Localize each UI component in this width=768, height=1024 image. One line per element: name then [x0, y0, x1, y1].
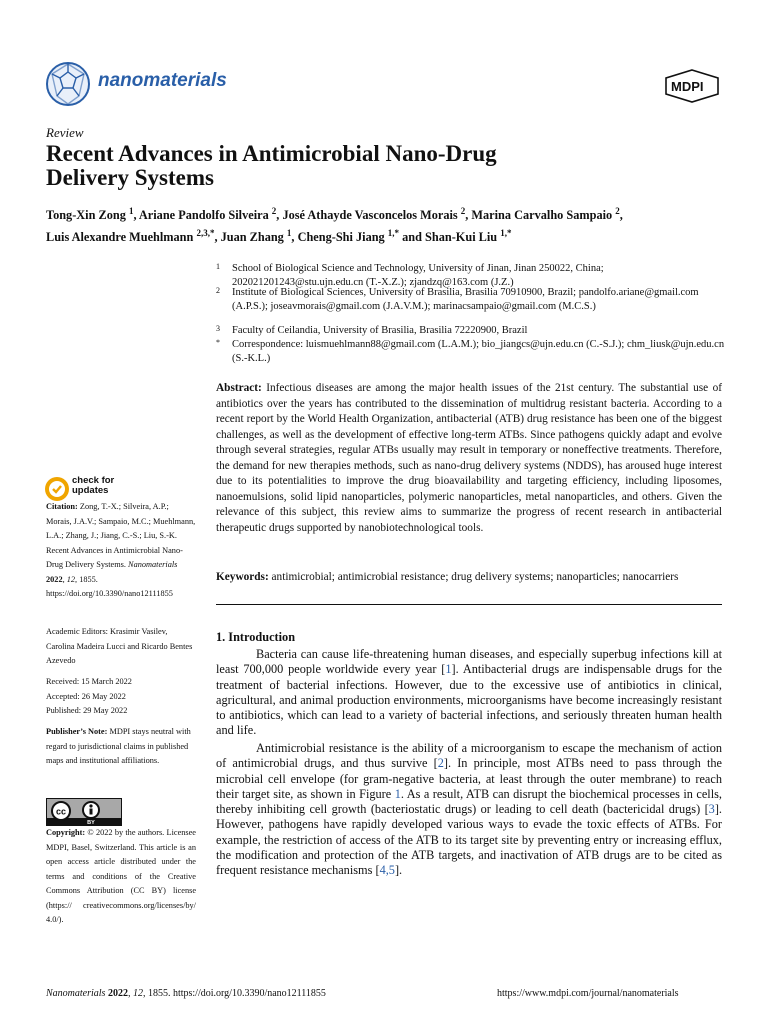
author[interactable]: Ariane Pandolfo Silveira — [138, 208, 269, 223]
check-line-2: updates — [72, 485, 109, 496]
citation-volume: , 12 — [62, 574, 76, 584]
footer-journal: Nanomaterials — [46, 988, 106, 999]
para-text: Antimicrobial resistance is the ability of a microorganism to escape the mechanism of action of antimicrobial drugs, and thus survive [ — [216, 741, 722, 771]
note-text: MDPI stays neutral with regard to jurisdictional claims in published maps and institutional affiliations. — [46, 727, 191, 765]
cc-by-icon — [47, 799, 121, 825]
check-line-1: check for — [72, 475, 115, 486]
citation-link[interactable]: 4,5 — [379, 863, 395, 878]
author[interactable]: Shan-Kui Liu — [425, 230, 498, 245]
published-date: Published: 29 May 2022 — [46, 706, 128, 715]
citation-label: Citation: — [46, 502, 78, 511]
publisher-name: MDPI — [671, 79, 704, 94]
keywords — [216, 570, 722, 586]
author-affiliation-mark: 2 — [615, 206, 620, 216]
footer-volume: , 12 — [127, 988, 143, 999]
author[interactable]: José Athayde Vasconcelos Morais — [282, 208, 458, 223]
cc-by-label: BY — [87, 820, 95, 825]
intro-paragraph-1 — [216, 647, 722, 739]
citation-link[interactable]: 3 — [708, 802, 715, 817]
author-affiliation-mark: 2 — [271, 206, 277, 216]
citation-journal: Nanomaterials — [128, 560, 178, 569]
footer-year: 2022 — [105, 988, 128, 999]
citation-block — [46, 500, 196, 602]
para-text: ]. However, pathogens have rapidly developed various ways to evade the toxic effects of ATBs. For example, the restriction of access of the ATB to its target site by preventing entry or increasing efflux, the modification and protection of the ATB targets, and inactivation of ATB drugs are to be cited as frequent resistance mechanisms [ — [216, 802, 722, 878]
affiliation-number: * — [216, 338, 220, 347]
author-line-1: Tong-Xin Zong $^1$, Ariane Pandolfo Silveira $^2$, José Athayde Vasconcelos Morais $^2$, Marina Carvalho Sampaio $^2$, — [46, 206, 623, 223]
citation-link[interactable]: 2 — [437, 756, 444, 771]
cc-license-badge[interactable] — [46, 798, 122, 826]
author-affiliation-mark: 1,* — [387, 228, 400, 239]
citation-link[interactable]: 1 — [445, 662, 452, 677]
footer-journal-url[interactable]: https://www.mdpi.com/journal/nanomaterials — [497, 988, 679, 999]
separator: , — [214, 230, 221, 245]
keywords-text: antimicrobial; antimicrobial resistance; drug delivery systems; nanoparticles; nanocarriers — [268, 571, 679, 583]
abstract — [216, 381, 722, 536]
footer-doi[interactable]: , 1855. https://doi.org/10.3390/nano12111855 — [142, 988, 326, 999]
author-affiliation-mark: 2,3,* — [196, 228, 215, 239]
copyright-text: © 2022 by the authors. Licensee MDPI, Basel, Switzerland. This article is an open access article distributed under the terms and conditions of the Creative Commons Attribution (CC BY) license (https:// creativecommons.org/licenses/by/ 4.0/). — [46, 828, 196, 924]
separator: and — [399, 230, 426, 245]
author[interactable]: Marina Carvalho Sampaio — [471, 208, 613, 223]
affiliation-number: 3 — [216, 324, 220, 333]
para-text: ]. Antibacterial drugs are indispensable drugs for the treatment of bacterial infections. However, due to the excessive use of antibiotics in clinical, agricultural, and animal production environments, microorganisms have become increasingly resistant to antibiotics, which can lead to a variety of bacterial infections, and seriously threaten human health and life. — [216, 662, 722, 738]
author-list — [46, 202, 736, 246]
para-text: Bacteria can cause life-threatening human diseases, and especially superbug infections kill at least 700,000 people worldwide every year [ — [216, 647, 722, 677]
author-affiliation-mark: 2 — [460, 206, 466, 216]
author-affiliation-mark: 1 — [128, 206, 134, 216]
citation-year: 2022 — [46, 574, 63, 584]
affiliation-number: 1 — [216, 262, 220, 271]
cc-label: cc — [55, 806, 67, 817]
citation-doi[interactable]: , 1855. https://doi.org/10.3390/nano12111855 — [46, 574, 173, 598]
journal-logo-icon — [44, 60, 92, 108]
author-affiliation-mark: 1 — [286, 228, 292, 239]
author[interactable]: Juan Zhang — [220, 230, 284, 245]
received-date: Received: 15 March 2022 — [46, 677, 132, 686]
article-type: Review — [46, 125, 84, 140]
affiliation-text: Institute of Biological Sciences, University of Brasilia, Brasilia 70910900, Brazil; pandolfo.ariane@gmail.com (A.P.S.); joseavmorais@gmail.com (J.A.V.M.); marinacsampaio@gmail.com (M.C.S.) — [232, 287, 699, 312]
affiliation-number: 2 — [216, 286, 220, 295]
divider — [216, 604, 722, 605]
article-title — [46, 142, 706, 190]
intro-paragraph-2 — [216, 741, 722, 879]
author-affiliation-mark: 1,* — [500, 228, 512, 239]
separator: , — [276, 208, 283, 223]
section-heading: 1. Introduction — [216, 630, 296, 644]
publisher-note — [46, 725, 196, 769]
author[interactable]: Cheng-Shi Jiang — [297, 230, 385, 245]
title-line-2: Delivery Systems — [46, 165, 214, 190]
academic-editors: Academic Editors: Krasimir Vasilev, Carolina Madeira Lucci and Ricardo Bentes Azevedo — [46, 627, 193, 665]
keywords-label: Keywords: — [216, 571, 269, 583]
para-text: ]. In principle, most ATBs need to pass through the microbial cell envelope (for gram-negative bacteria, at least through the outer membrane) to reach their target site, as shown in Figure — [216, 756, 722, 801]
separator: , — [291, 230, 298, 245]
author[interactable]: Luis Alexandre Muehlmann — [46, 230, 194, 245]
affiliation-text: Faculty of Ceilandia, University of Brasilia, Brasilia 72220900, Brazil — [232, 325, 528, 336]
para-text: ]. — [394, 863, 403, 878]
para-text: . As a result, ATB can disrupt the biochemical processes in cells, thereby inhibiting cell growth (bacteriostatic drugs) or leading to cell death (bactericidal drugs) [ — [216, 786, 723, 817]
footer-citation — [46, 988, 326, 999]
abstract-text: Infectious diseases are among the major health issues of the 21st century. The substantial use of antibiotics over the years has contributed to the dissemination of multidrug resistant bacteria. According to a recent report by the World Health Organization, antibacterial (ATB) drug resistance has been one of the biggest challenges, as well as the development of effective long-term ATBs. Since pathogens quickly adapt and evolve through several strategies, regular ATBs usually may result in temporary or noneffective treatments. Therefore, the demand for new therapies methods, such as nano-drug delivery systems (NDDS), has aroused huge interest due to its potentialities to improve the drug bioavailability and targeting efficiency, including liposomes, nanoemulsions, solid lipid nanoparticles, polymeric nanoparticles, metal nanoparticles, and others. Given the relevance of this subject, this review aims to summarize the progress of recent research in antibacterial therapeutic drugs supported by nanobiotechnological tools. — [216, 382, 722, 534]
dates-block — [46, 675, 196, 719]
check-for-updates-icon[interactable] — [44, 476, 70, 502]
figure-link[interactable]: 1 — [394, 786, 401, 801]
abstract-label: Abstract: — [216, 382, 262, 394]
copyright-label: Copyright: — [46, 828, 86, 837]
author-line-2 — [46, 224, 736, 246]
title-line-1: Recent Advances in Antimicrobial Nano-Drug — [46, 141, 497, 166]
copyright-block — [46, 826, 196, 928]
journal-name[interactable]: nanomaterials — [98, 70, 227, 91]
citation-text: Zong, T.-X.; Silveira, A.P.; Morais, J.A.V.; Sampaio, M.C.; Muehlmann, L.A.; Zhang, J.; Jiang, C.-S.; Liu, S.-K. Recent Advances in Antimicrobial Nano-Drug Delivery Systems. — [46, 502, 196, 569]
affiliation-text: School of Biological Science and Technology, University of Jinan, Jinan 250022, China; 202021201243@stu.ujn.edu.cn (T.-X.Z.); zjandzq@163.com (J.Z.) — [232, 263, 604, 288]
author[interactable]: Tong-Xin Zong — [46, 208, 126, 223]
note-label: Publisher’s Note: — [46, 727, 108, 736]
accepted-date: Accepted: 26 May 2022 — [46, 691, 126, 701]
check-for-updates-label[interactable] — [72, 476, 114, 496]
affiliation-text: Correspondence: luismuehlmann88@gmail.com (L.A.M.); bio_jiangcs@ujn.edu.cn (C.-S.J.); chm_liusk@ujn.edu.cn (S.-K.L.) — [232, 339, 725, 364]
separator: , — [465, 208, 472, 223]
separator: , — [133, 208, 139, 223]
